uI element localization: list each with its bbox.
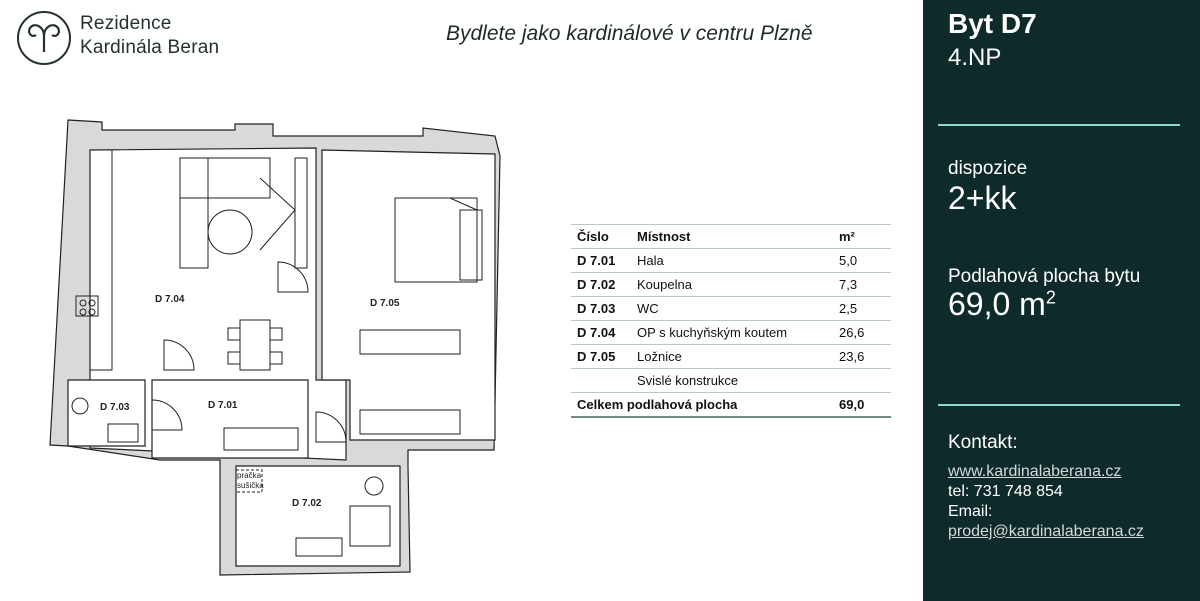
- table-row: [571, 249, 891, 273]
- cell-area: 5,0: [833, 249, 891, 273]
- brand-line-2: Kardinála Beran: [80, 37, 220, 58]
- table-header-row: [571, 225, 891, 249]
- area-unit-superscript: 2: [1045, 287, 1056, 308]
- table-total-row: [571, 393, 891, 417]
- cell-room: Hala: [631, 249, 833, 273]
- col-header-room: Místnost: [631, 225, 833, 249]
- area-label: Podlahová plocha bytu: [948, 266, 1141, 287]
- apartment-title: Byt D7: [948, 8, 1037, 39]
- room-label-d704: D 7.04: [155, 294, 185, 305]
- room-label-d701: D 7.01: [208, 400, 238, 411]
- appliance-label-2: sušička: [237, 481, 264, 490]
- table-row: [571, 273, 891, 297]
- website-link[interactable]: www.kardinalaberana.cz: [948, 463, 1122, 480]
- cell-room: OP s kuchyňským koutem: [631, 321, 833, 345]
- cell-area: 2,5: [833, 297, 891, 321]
- table-row: [571, 345, 891, 369]
- room-table: [571, 224, 891, 418]
- email-link[interactable]: prodej@kardinalaberana.cz: [948, 523, 1144, 540]
- cell-room: WC: [631, 297, 833, 321]
- phone-number: tel: 731 748 854: [948, 483, 1063, 500]
- ram-horns-logo-icon: [14, 8, 74, 68]
- layout-label: dispozice: [948, 158, 1028, 179]
- brand-name: [80, 12, 219, 60]
- table-row: [571, 321, 891, 345]
- appliance-label-1: pračka: [237, 471, 262, 480]
- total-value: 69,0: [833, 393, 891, 417]
- room-label-d705: D 7.05: [370, 298, 400, 309]
- info-panel: [923, 0, 1200, 601]
- total-label: Celkem podlahová plocha: [571, 393, 833, 417]
- divider: [938, 404, 1180, 406]
- cell-code: D 7.01: [571, 249, 631, 273]
- cell-room: Ložnice: [631, 345, 833, 369]
- divider: [938, 124, 1180, 126]
- cell-area: 26,6: [833, 321, 891, 345]
- contact-label: Kontakt:: [948, 432, 1018, 453]
- email-label: Email:: [948, 503, 993, 520]
- floor-plan: [40, 110, 530, 590]
- cell-code: D 7.03: [571, 297, 631, 321]
- cell-code: D 7.04: [571, 321, 631, 345]
- col-header-code: Číslo: [571, 225, 631, 249]
- tagline: Bydlete jako kardinálové v centru Plzně: [446, 22, 813, 45]
- table-row: [571, 369, 891, 393]
- apartment-floor: 4.NP: [948, 44, 1002, 71]
- brand-line-1: Rezidence: [80, 13, 172, 34]
- cell-area: 23,6: [833, 345, 891, 369]
- col-header-area: m²: [833, 225, 891, 249]
- room-label-d702: D 7.02: [292, 498, 322, 509]
- cell-code: [571, 369, 631, 393]
- area-number: 69,0 m: [948, 286, 1046, 322]
- room-label-d703: D 7.03: [100, 402, 130, 413]
- cell-room: Svislé konstrukce: [631, 369, 833, 393]
- cell-code: D 7.02: [571, 273, 631, 297]
- cell-area: 7,3: [833, 273, 891, 297]
- cell-room: Koupelna: [631, 273, 833, 297]
- cell-code: D 7.05: [571, 345, 631, 369]
- layout-value: 2+kk: [948, 180, 1017, 216]
- table-row: [571, 297, 891, 321]
- area-value: [948, 286, 1056, 323]
- cell-area: [833, 369, 891, 393]
